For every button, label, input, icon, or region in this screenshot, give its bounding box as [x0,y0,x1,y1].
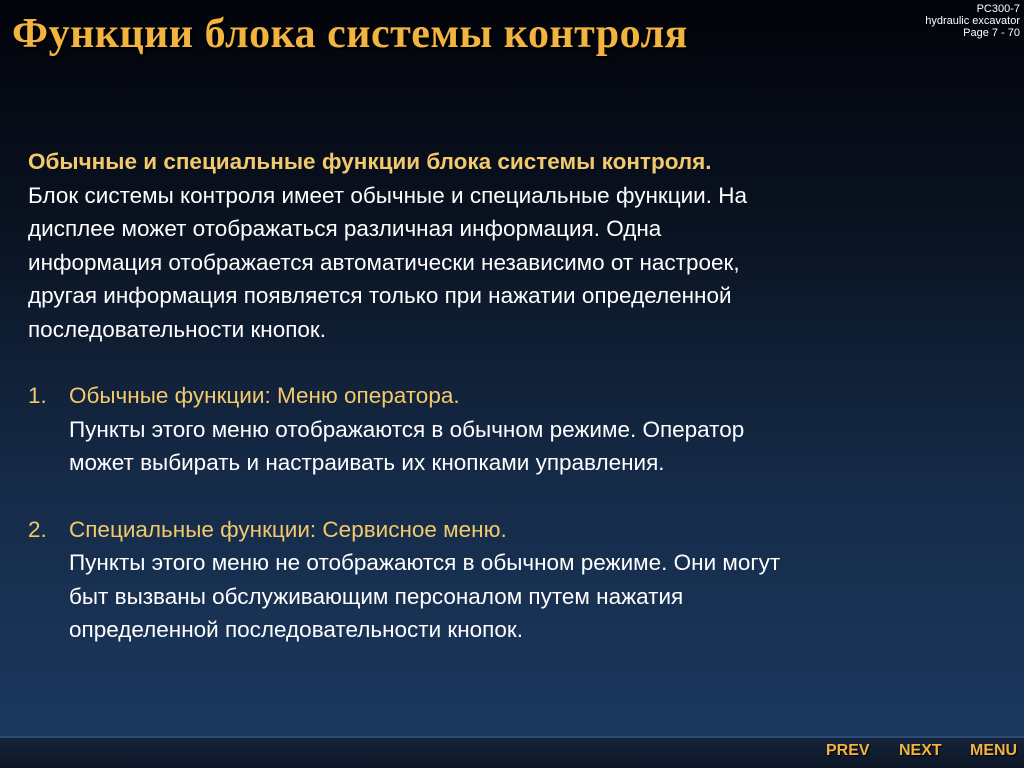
intro-section [28,145,1008,346]
next-button[interactable]: NEXT [899,742,942,759]
list-number: 1. [28,383,47,408]
intro-line: последовательности кнопок. [28,316,327,342]
list-item-line: Пункты этого меню отображаются в обычном режиме. Оператор [69,416,745,442]
list-item-line: определенной последовательности кнопок. [69,617,523,642]
functions-list [28,379,1008,647]
intro-line: другая информация появляется только при нажатии определенной [28,283,732,308]
prev-button[interactable]: PREV [826,742,870,759]
intro-line: информация отображается автоматически независимо от настроек, [28,249,740,275]
intro-line: Блок системы контроля имеет обычные и специальные функции. На [28,182,748,208]
list-item-line: Пункты этого меню не отображаются в обычном режиме. Они могут [69,550,781,575]
model-label: PC300-7 [976,3,1020,15]
slide-content [28,145,1008,647]
navigation-bar [0,736,1024,768]
list-item-line: может выбирать и настраивать их кнопками управления. [69,450,665,475]
list-item-title: Специальные функции: Сервисное меню. [69,516,507,542]
list-item-title: Обычные функции: Меню оператора. [69,383,460,408]
list-number: 2. [28,516,47,542]
menu-button[interactable]: MENU [970,742,1018,759]
intro-line: дисплее может отображаться различная информация. Одна [28,216,662,241]
list-item-operator-menu [28,379,1008,480]
machine-label: hydraulic excavator [925,15,1020,27]
list-item-line: быт вызваны обслуживающим персоналом путем нажатия [69,583,684,609]
list-item-service-menu [28,513,1008,647]
document-reference [925,3,1020,39]
page-number: Page 7 - 70 [963,27,1020,39]
slide-title: Функции блока системы контроля [12,11,688,57]
intro-heading: Обычные и специальные функции блока системы контроля. [28,149,712,174]
